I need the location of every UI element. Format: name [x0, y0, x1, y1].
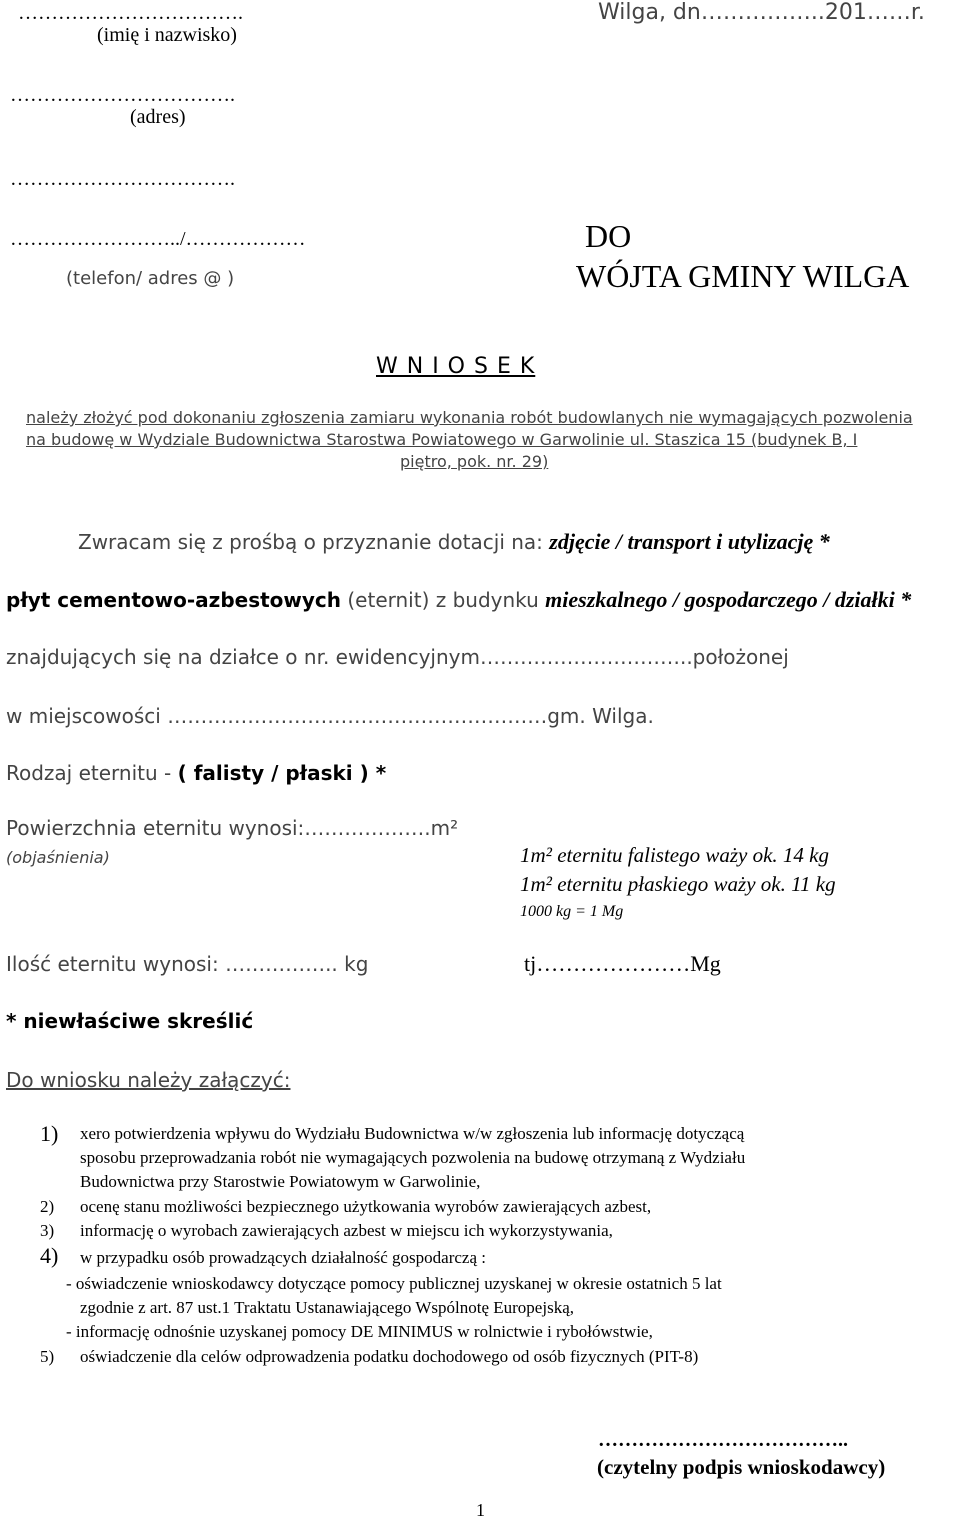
item-1-line-3: Budownictwa przy Starostwie Powiatowym w Garwolinie,	[80, 1172, 481, 1191]
intro-line-2: na budowę w Wydziale Budownictwa Starostwa Powiatowego w Garwolinie ul. Staszica 15 (budynek B, I	[26, 430, 858, 449]
material-text: (eternit) z budynku	[341, 588, 546, 612]
item-4-sub-2: - informację odnośnie uzyskanej pomocy DE MINIMUS w rolnictwie i rybołówstwie,	[66, 1322, 653, 1341]
area-field[interactable]: Powierzchnia eternitu wynosi:……………….m²	[6, 816, 459, 840]
intro-line-3: piętro, pok. nr. 29)	[400, 452, 549, 471]
explanation-3: 1000 kg = 1 Mg	[520, 903, 624, 920]
item-3-number: 3)	[40, 1221, 55, 1240]
request-line-2	[6, 587, 911, 613]
item-2-text: ocenę stanu możliwości bezpiecznego użytkowania wyrobów zawierających azbest,	[80, 1197, 652, 1216]
name-dots: …………………………….	[18, 2, 243, 24]
address-caption: (adres)	[130, 106, 186, 128]
item-1-line-1: xero potwierdzenia wpływu do Wydziału Budownictwa w/w zgłoszenia lub informację dotyczącą	[80, 1124, 745, 1143]
phone-caption: (telefon/ adres @ )	[66, 268, 235, 289]
material-label: płyt cementowo-azbestowych	[6, 588, 342, 612]
explanations-label: (objaśnienia)	[6, 848, 110, 867]
item-5-text: oświadczenie dla celów odprowadzenia podatku dochodowego od osób fizycznych (PIT-8)	[80, 1347, 699, 1366]
locality-field[interactable]: w miejscowości …………………………………………………gm. Wilga.	[6, 704, 654, 728]
page-number: 1	[476, 1500, 485, 1520]
address-dots-1: …………………………….	[10, 84, 235, 106]
address-dots-2: …………………………….	[10, 168, 235, 190]
signature-caption: (czytelny podpis wnioskodawcy)	[597, 1455, 886, 1479]
explanation-2: 1m² eternitu płaskiego waży ok. 11 kg	[520, 872, 836, 896]
item-5-number: 5)	[40, 1347, 55, 1366]
request-line-1	[78, 529, 830, 555]
intro-line-1: należy złożyć pod dokonaniu zgłoszenia zamiaru wykonania robót budowlanych nie wymagających pozwolenia	[26, 408, 913, 427]
explanation-1: 1m² eternitu falistego waży ok. 14 kg	[520, 843, 830, 867]
item-3-text: informację o wyrobach zawierających azbest w miejscu ich wykorzystywania,	[80, 1221, 613, 1240]
attachments-heading: Do wniosku należy załączyć:	[6, 1068, 291, 1092]
item-4-sub-1-line-1: - oświadczenie wnioskodawcy dotyczące pomocy publicznej uzyskanej w okresie ostatnich 5 lat	[66, 1274, 722, 1293]
strike-note: * niewłaściwe skreślić	[6, 1009, 254, 1033]
item-1-number: 1)	[40, 1121, 59, 1146]
item-4-sub-1-line-2: zgodnie z art. 87 ust.1 Traktatu Ustanawiającego Wspólnotę Europejską,	[80, 1298, 574, 1317]
building-options: mieszkalnego / gospodarczego / działki *	[545, 587, 912, 612]
place-date: Wilga, dn……………..201……r.	[598, 0, 925, 25]
name-caption: (imię i nazwisko)	[97, 24, 237, 46]
document-title: W N I O S E K	[376, 354, 536, 379]
item-4-number: 4)	[40, 1243, 59, 1268]
amount-field[interactable]: Ilość eternitu wynosi: …………….. kg	[6, 952, 369, 976]
recipient-line-2: WÓJTA GMINY WILGA	[576, 258, 910, 294]
item-1-line-2: sposobu przeprowadzania robót nie wymagających pozwolenia na budowę otrzymaną z Wydziału	[80, 1148, 746, 1167]
amount-mg-field[interactable]: tj…………………Mg	[524, 951, 721, 976]
recipient-line-1: DO	[585, 218, 632, 254]
plot-number-field[interactable]: znajdujących się na działce o nr. ewidencyjnym…………………………..położonej	[6, 645, 789, 669]
eternit-type-label: Rodzaj eternitu -	[6, 761, 178, 785]
item-2-number: 2)	[40, 1197, 55, 1216]
eternit-type-options: ( falisty / płaski ) *	[177, 761, 387, 785]
item-4-text: w przypadku osób prowadzących działalność gospodarczą :	[80, 1248, 486, 1267]
signature-line[interactable]: ………………………………..	[598, 1429, 848, 1451]
request-text: Zwracam się z prośbą o przyznanie dotacji na:	[78, 530, 550, 554]
phone-dots: ……………………../………………	[10, 228, 306, 250]
request-options: zdjęcie / transport i utylizację *	[549, 529, 830, 554]
eternit-type-line	[6, 761, 386, 785]
